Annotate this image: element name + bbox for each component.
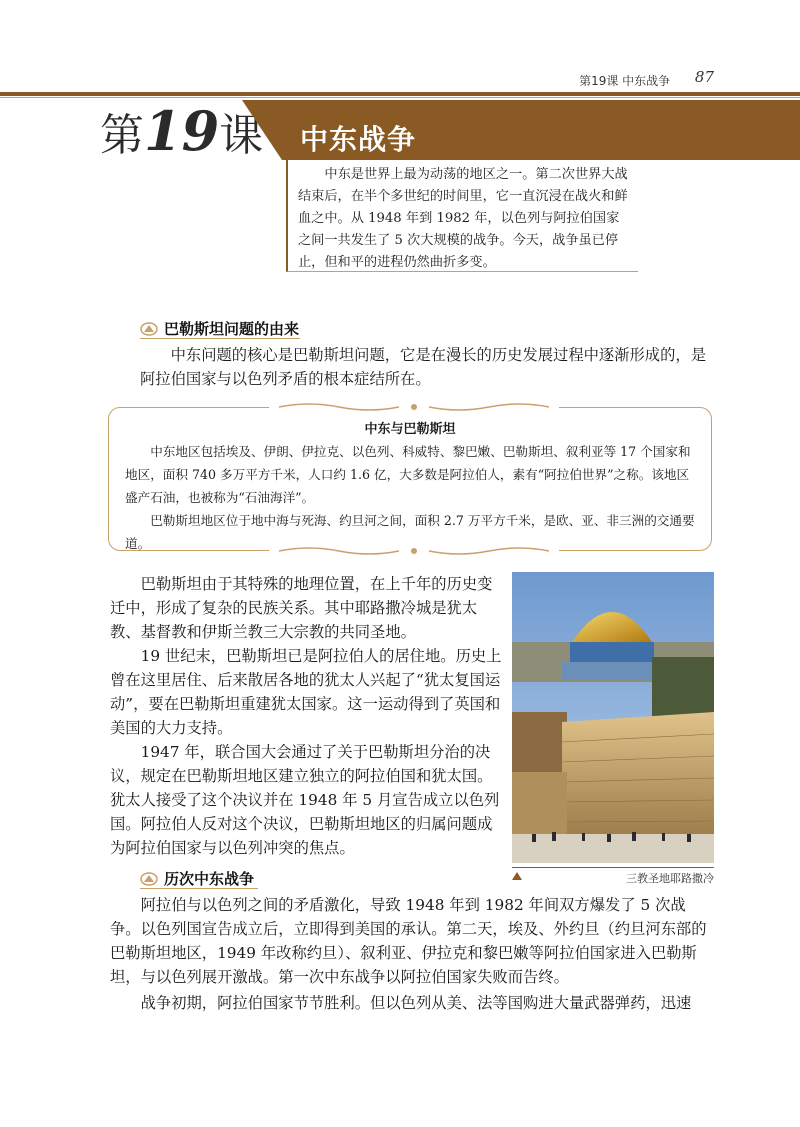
section-heading-wars [140,868,254,889]
section2-paragraph-3: 战争初期，阿拉伯国家节节胜利。但以色列从美、法等国购进大量武器弹药，迅速 [140,994,692,1012]
lesson-suffix: 课 [219,110,264,161]
body-paragraph-3: 1947 年，联合国大会通过了关于巴勒斯坦分治的决议，规定在巴勒斯坦地区建立独立的阿拉伯国和犹太国。犹太人接受了这个决议并在 1948 年 5 月宣告成立以色列国。阿拉伯人反对这个决议，巴勒斯坦地区的归属问题成为阿拉伯国家与以色列冲突的焦点。 [110,743,500,857]
body-paragraph-2: 19 世纪末，巴勒斯坦已是阿拉伯人的居住地。历史上曾在这里居住、后来散居各地的犹太人兴起了“犹太复国运动”，要在巴勒斯坦重建犹太国家。这一运动得到了英国和美国的大力支持。 [110,647,502,737]
page-number: 87 [694,68,714,86]
caption-rule [512,867,714,868]
section2-paragraph-2: 以色列国宣告成立后，立即得到美国的承认。第二天，埃及、外约旦（约旦河东部的巴勒斯坦地区，1949 年改称约旦）、叙利亚、伊拉克和黎巴嫩等阿拉伯国家进入巴勒斯坦，与以色列展开激战。第一次中东战争以阿拉伯国家失败而告终。 [110,920,707,986]
section-title-origin: 巴勒斯坦问题的由来 [164,320,300,338]
section2-paragraph-1: 阿拉伯与以色列之间的矛盾激化，导致 1948 年到 1982 年间双方爆发了 5 次战争。 [110,896,686,938]
info-box [108,407,712,551]
lesson-title: 中东战争 [300,123,417,156]
header-rule-thin [0,97,800,98]
photo-caption-text: 三教圣地耶路撒冷 [626,872,714,885]
jerusalem-photo [512,572,714,863]
running-header [579,72,714,89]
section-underline [140,338,300,339]
section-emblem-icon [140,872,158,886]
body-paragraph-1: 巴勒斯坦由于其特殊的地理位置，在上千年的历史变迁中，形成了复杂的民族关系。其中耶路撒冷城是犹太教、基督教和伊斯兰教三大宗教的共同圣地。 [110,575,493,641]
intro-text: 中东是世界上最为动荡的地区之一。第二次世界大战结束后，在半个多世纪的时间里，它一直沉浸在战火和鲜血之中。从 1948 年到 1982 年，以色列与阿拉伯国家之间一共发生了 5 次大规模的战争。今天，战争虽已停止，但和平的进程仍然曲折多变。 [298,167,628,270]
section-emblem-icon [140,322,158,336]
header-rule [0,92,800,96]
info-box-paragraph-1: 中东地区包括埃及、伊朗、伊拉克、以色列、科威特、黎巴嫩、巴勒斯坦、叙利亚等 17 个国家和地区，面积 740 多万平方千米，人口约 1.6 亿，大多数是阿拉伯人，素有“阿拉伯世界”之称。该地区盛产石油，也被称为“石油海洋”。 [125,444,691,505]
section-underline [140,888,258,889]
info-box-paragraph-2: 巴勒斯坦地区位于地中海与死海、约旦河之间，面积 2.7 万平方千米，是欧、亚、非三洲的交通要道。 [125,513,695,551]
info-box-title: 中东与巴勒斯坦 [364,422,456,437]
section1-paragraph: 中东问题的核心是巴勒斯坦问题，它是在漫长的历史发展过程中逐渐形成的，是阿拉伯国家与以色列矛盾的根本症结所在。 [140,346,706,388]
lesson-number-digits: 19 [144,99,220,163]
section-heading-origin [140,318,299,339]
caption-triangle-icon [512,872,522,880]
ornament-top-icon [269,401,559,413]
lesson-prefix: 第 [100,110,144,161]
intro-box [286,160,638,272]
section-title-wars: 历次中东战争 [164,870,255,888]
running-header-lesson: 第19课 中东战争 [579,74,671,88]
ornament-bottom-icon [269,545,559,557]
lesson-number [100,99,264,163]
